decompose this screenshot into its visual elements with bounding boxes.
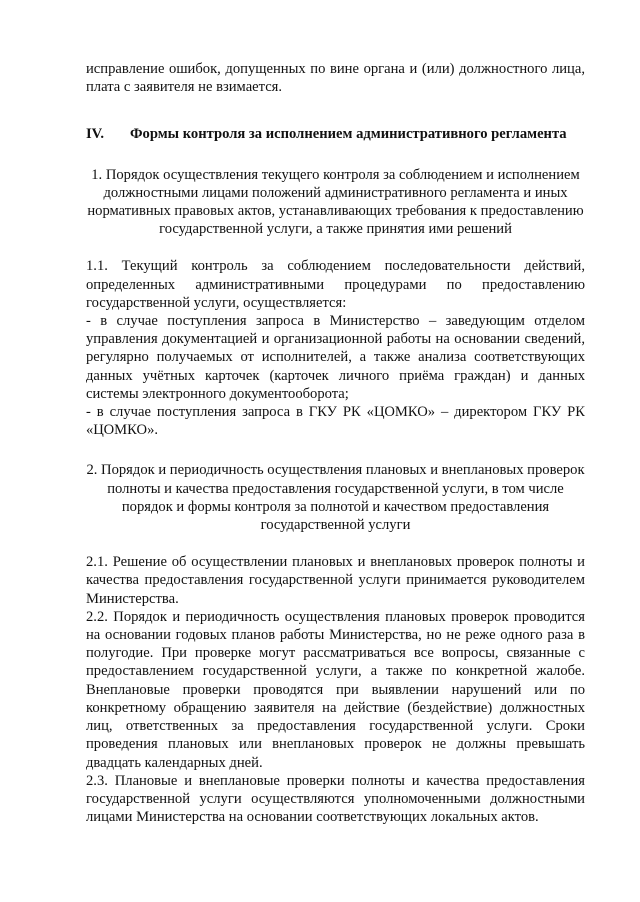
intro-paragraph: исправление ошибок, допущенных по вине органа и (или) должностного лица, плата с заявителя не взимается. (86, 61, 585, 96)
paragraph-2-2: 2.2. Порядок и периодичность осуществления плановых проверок проводится на основании годовых планов работы Министерства, но не реже одного раза в полугодие. При проверке могут рассматриваться все вопросы, связанные с предоставлением государственной услуги, а также по конкретной жалобе. Внеплановые проверки проводятся при выявлении нарушений или по конкретному обращению заявителя на действие (бездействие) должностных лиц, ответственных за предоставления государственной услуги. Сроки проведения плановых или внеплановых проверок не должны превышать двадцать календарных дней. (86, 608, 585, 771)
paragraph-2-3: 2.3. Плановые и внеплановые проверки полноты и качества предоставления государственной услуги осуществляются уполномоченными должностными лицами Министерства на основании соответствующих локальных актов. (86, 772, 585, 826)
subsection-1-heading: 1. Порядок осуществления текущего контроля за соблюдением и исполнением должностными лицами положений административного регламента и иных нормативных правовых актов, устанавливающих требования к предоставлению государственной услуги, а также принятия ими решений (87, 166, 584, 238)
bullet-gku: - в случае поступления запроса в ГКУ РК «ЦОМКО» – директором ГКУ РК «ЦОМКО». (86, 404, 585, 439)
bullet-ministry: - в случае поступления запроса в Министерство – заведующим отделом управления документацией и организационной работы на основании сведений, регулярно получаемых от исполнителей, а также анализа соответствующих данных учётных карточек (карточек личного приёма граждан) и данных системы электронного документооборота; (86, 313, 585, 402)
subsection-2-heading: 2. Порядок и периодичность осуществления плановых и внеплановых проверок полноты и качества предоставления государственной услуги, в том числе порядок и формы контроля за полнотой и качеством предоставления государственной услуги (86, 462, 585, 534)
section-number: IV. (86, 126, 104, 143)
section-title: Формы контроля за исполнением административного регламента (130, 126, 567, 143)
section-heading (86, 125, 585, 143)
document-page (86, 60, 585, 826)
paragraph-2-1: 2.1. Решение об осуществлении плановых и внеплановых проверок полноты и качества предоставления государственной услуги принимается руководителем Министерства. (86, 554, 585, 607)
paragraph-1-1: 1.1. Текущий контроль за соблюдением последовательности действий, определенных административными процедурами по предоставлению государственной услуги, осуществляется: (86, 258, 585, 311)
